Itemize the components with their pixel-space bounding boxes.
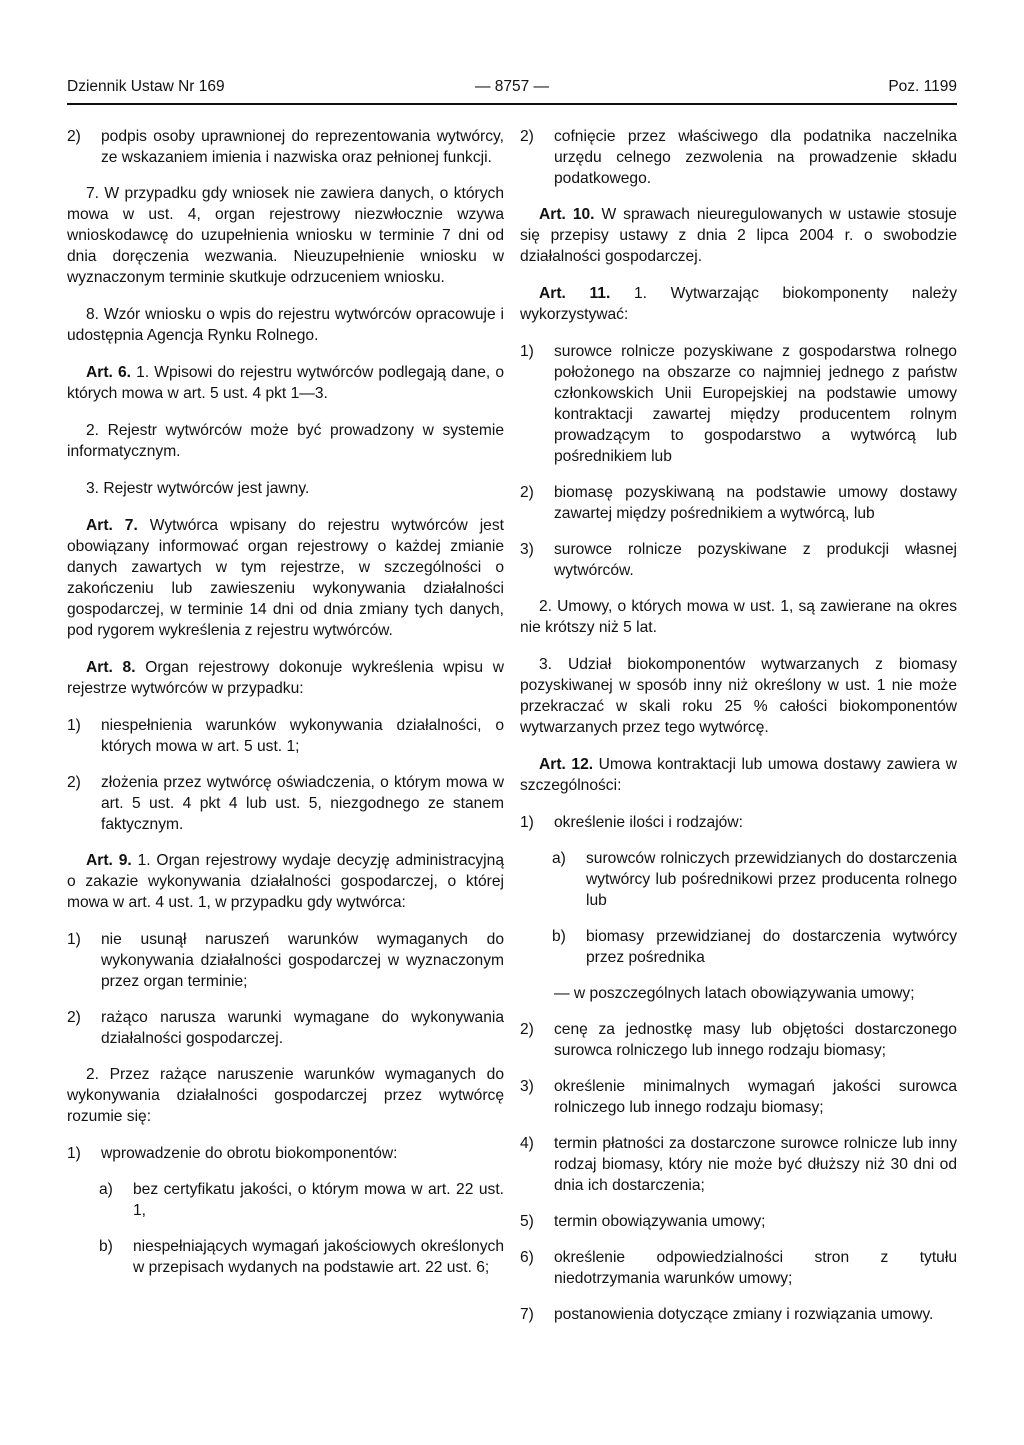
list-item: 2) rażąco narusza warunki wymagane do wykonywania działalności gospodarczej. (67, 1009, 504, 1047)
list-item: 6) określenie odpowiedzialności stron z tytułu niedotrzymania warunków umowy; (520, 1249, 957, 1287)
list-item: 2) złożenia przez wytwórcę oświadczenia, o którym mowa w art. 5 ust. 4 pkt 4 lub ust. 5, niezgodnego ze stanem faktycznym. (67, 774, 504, 833)
dash-clause: — w poszczególnych latach obowiązywania umowy; (554, 985, 915, 1002)
article-8: Art. 8. Organ rejestrowy dokonuje wykreślenia wpisu w rejestrze wytwórców w przypadku: (67, 659, 504, 697)
list-item: 1) nie usunął naruszeń warunków wymaganych do wykonywania działalności gospodarczej w wyznaczonym przez organ terminie; (67, 931, 504, 990)
list-item: 1) niespełnienia warunków wykonywania działalności, o których mowa w art. 5 ust. 1; (67, 717, 504, 755)
article-11-3: 3. Udział biokomponentów wytwarzanych z biomasy pozyskiwanej w sposób inny niż określony w ust. 1 nie może przekraczać w skali roku 25 % całości biokomponentów wytwarzanych przez tego wytwórcę. (520, 656, 957, 736)
list-item: 1) określenie ilości i rodzajów: (520, 814, 743, 831)
list-item: 1) wprowadzenie do obrotu biokomponentów: (67, 1145, 398, 1162)
article-9-2: 2. Przez rażące naruszenie warunków wymaganych do wykonywania działalności gospodarczej przez wytwórcę rozumie się: (67, 1066, 504, 1125)
article-12: Art. 12. Umowa kontraktacji lub umowa dostawy zawiera w szczególności: (520, 756, 957, 794)
header-rule (67, 103, 957, 105)
article-6-2: 2. Rejestr wytwórców może być prowadzony w systemie informatycznym. (67, 422, 504, 460)
left-column (67, 126, 504, 1293)
list-item: 2) cofnięcie przez właściwego dla podatnika naczelnika urzędu celnego zezwolenia na prowadzenie składu podatkowego. (520, 128, 957, 187)
sub-item: b) biomasy przewidzianej do dostarczenia wytwórcy przez pośrednika (552, 928, 957, 966)
list-item: 3) surowce rolnicze pozyskiwane z produkcji własnej wytwórców. (520, 541, 957, 579)
list-item: 2) biomasę pozyskiwaną na podstawie umowy dostawy zawartej między pośrednikiem a wytwórcą, lub (520, 484, 957, 522)
list-item: 7) postanowienia dotyczące zmiany i rozwiązania umowy. (520, 1306, 934, 1323)
journal-title: Dziennik Ustaw Nr 169 (67, 78, 225, 95)
right-column (520, 126, 957, 1340)
list-item: 4) termin płatności za dostarczone surowce rolnicze lub inny rodzaj biomasy, który nie może być dłuższy niż 30 dni od dnia ich dostarczenia; (520, 1135, 957, 1194)
article-11-2: 2. Umowy, o których mowa w ust. 1, są zawierane na okres nie krótszy niż 5 lat. (520, 598, 957, 636)
article-10: Art. 10. W sprawach nieuregulowanych w ustawie stosuje się przepisy ustawy z dnia 2 lipca 2004 r. o swobodzie działalności gospodarczej. (520, 206, 957, 265)
article-6: Art. 6. 1. Wpisowi do rejestru wytwórców podlegają dane, o których mowa w art. 5 ust. 4 pkt 1—3. (67, 364, 504, 402)
sub-item: a) bez certyfikatu jakości, o którym mowa w art. 22 ust. 1, (99, 1181, 504, 1219)
page-header (67, 78, 957, 102)
article-7: Art. 7. Wytwórca wpisany do rejestru wytwórców jest obowiązany informować organ rejestrowy o każdej zmianie danych zawartych w tym rejestrze, w szczególności o zakończeniu lub zawieszeniu wykonywania działalności gospodarczej, w terminie 14 dni od dnia zmiany tych danych, pod rygorem wykreślenia z rejestru wytwórców. (67, 517, 504, 639)
list-item: 5) termin obowiązywania umowy; (520, 1213, 766, 1230)
list-item: 3) określenie minimalnych wymagań jakości surowca rolniczego lub innego rodzaju biomasy; (520, 1078, 957, 1116)
page-number: — 8757 — (474, 78, 550, 95)
article-11: Art. 11. 1. Wytwarzając biokomponenty należy wykorzystywać: (520, 285, 957, 323)
position-number: Poz. 1199 (888, 78, 957, 95)
paragraph-7: 7. W przypadku gdy wniosek nie zawiera danych, o których mowa w ust. 4, organ rejestrowy niezwłocznie wzywa wnioskodawcę do uzupełnienia wniosku w terminie 7 dni od dnia doręczenia wezwania. Nieuzupełnienie wniosku w wyznaczonym terminie skutkuje odrzuceniem wniosku. (67, 185, 504, 286)
sub-item: a) surowców rolniczych przewidzianych do dostarczenia wytwórcy lub pośrednikowi przez producenta rolnego lub (552, 850, 957, 909)
paragraph-8: 8. Wzór wniosku o wpis do rejestru wytwórców opracowuje i udostępnia Agencja Rynku Rolnego. (67, 306, 504, 344)
article-9: Art. 9. 1. Organ rejestrowy wydaje decyzję administracyjną o zakazie wykonywania działalności gospodarczej, o której mowa w art. 4 ust. 1, w przypadku gdy wytwórca: (67, 852, 504, 911)
list-item: 2) podpis osoby uprawnionej do reprezentowania wytwórcy, ze wskazaniem imienia i nazwiska oraz pełnionej funkcji. (67, 128, 504, 166)
list-item: 2) cenę za jednostkę masy lub objętości dostarczonego surowca rolniczego lub innego rodzaju biomasy; (520, 1021, 957, 1059)
list-item: 1) surowce rolnicze pozyskiwane z gospodarstwa rolnego położonego na obszarze co najmniej jednego z państw członkowskich Unii Europejskiej na podstawie umowy kontraktacji zawartej między producentem rolnym prowadzącym to gospodarstwo a wytwórcą lub pośrednikiem lub (520, 343, 957, 465)
sub-item: b) niespełniających wymagań jakościowych określonych w przepisach wydanych na podstawie art. 22 ust. 6; (99, 1238, 504, 1276)
article-6-3: 3. Rejestr wytwórców jest jawny. (86, 480, 310, 497)
